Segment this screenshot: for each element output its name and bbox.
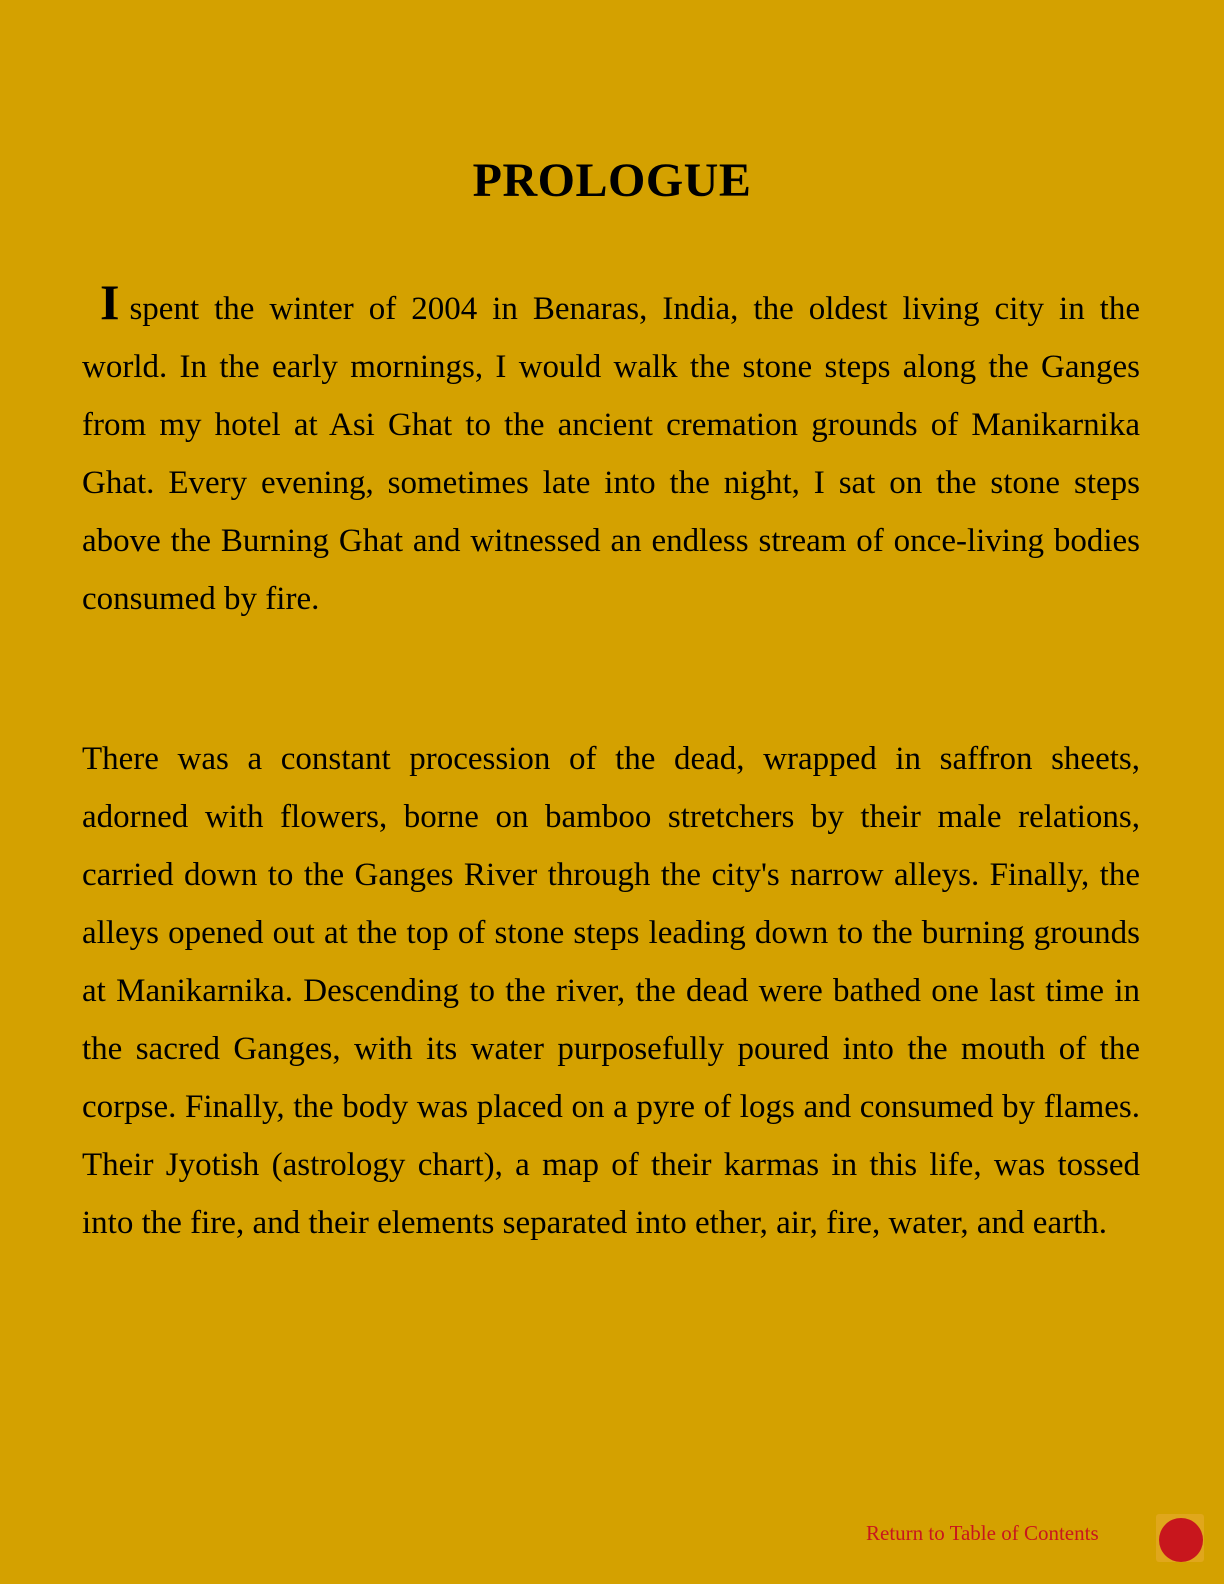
paragraph-1-text: spent the winter of 2004 in Benaras, India, the oldest living city in the world. In the early mornings, I would walk the stone steps along the Ganges from my hotel at Asi Ghat to the ancient cremation grounds of Manikarnika Ghat. Every evening, sometimes late into the night, I sat on the stone steps above the Burning Ghat and witnessed an endless stream of once-living bodies consumed by fire. — [82, 291, 1140, 617]
return-to-toc-button[interactable] — [1156, 1514, 1204, 1562]
red-circle-icon — [1159, 1518, 1203, 1562]
paragraph-2: There was a constant procession of the dead, wrapped in saffron sheets, adorned with flowers, borne on bamboo stretchers by their male relations, carried down to the Ganges River through the city's narrow alleys. Finally, the alleys opened out at the top of stone steps leading down to the burning grounds at Manikarnika. Descending to the river, the dead were bathed one last time in the sacred Ganges, with its water purposefully poured into the mouth of the corpse. Finally, the body was placed on a pyre of logs and consumed by flames. Their Jyotish (astrology chart), a map of their karmas in this life, was tossed into the fire, and their elements separated into ether, air, fire, water, and earth. — [82, 741, 1140, 1241]
return-to-toc-link[interactable]: Return to Table of Contents — [866, 1521, 1099, 1545]
drop-cap: I — [100, 274, 120, 330]
paragraph-1 — [82, 274, 1140, 628]
page-title: PROLOGUE — [472, 154, 752, 207]
